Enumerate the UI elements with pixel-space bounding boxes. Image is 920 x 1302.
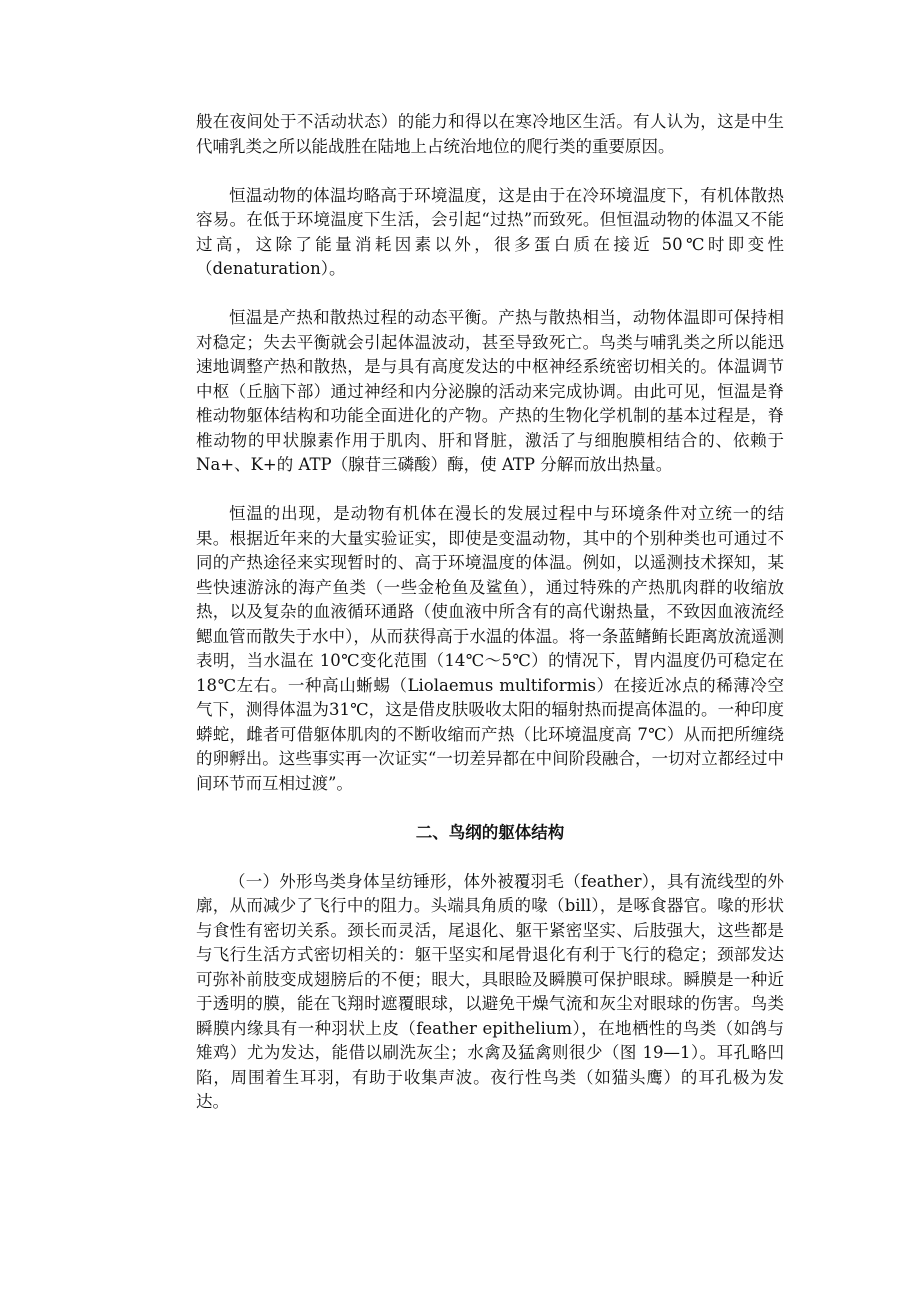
document-body xyxy=(196,110,784,1139)
paragraph-heat-balance: 恒温是产热和散热过程的动态平衡。产热与散热相当，动物体温即可保持相对稳定；失去平衡就会引起体温波动，甚至导致死亡。鸟类与哺乳类之所以能迅速地调整产热和散热，是与具有高度发达的中枢神经系统密切相关的。体温调节中枢（丘脑下部）通过神经和内分泌腺的活动来完成协调。由此可见，恒温是脊椎动物躯体结构和功能全面进化的产物。产热的生物化学机制的基本过程是，脊椎动物的甲状腺素作用于肌肉、肝和肾脏，激活了与细胞膜相结合的、依赖于 Na+、K+的 ATP（腺苷三磷酸）酶，使 ATP 分解而放出热量。 xyxy=(196,308,784,474)
paragraph-origin-of-homeothermy: 恒温的出现，是动物有机体在漫长的发展过程中与环境条件对立统一的结果。根据近年来的大量实验证实，即使是变温动物，其中的个别种类也可通过不同的产热途径来实现暂时的、高于环境温度的体温。例如，以遥测技术探知，某些快速游泳的海产鱼类（一些金枪鱼及鲨鱼），通过特殊的产热肌肉群的收缩放热，以及复杂的血液循环通路（使血液中所含有的高代谢热量，不致因血液流经鳃血管而散失于水中），从而获得高于水温的体温。将一条蓝鳍鲔长距离放流遥测表明，当水温在 10℃变化范围（14℃～5℃）的情况下，胃内温度仍可稳定在 18℃左右。一种高山蜥蜴（Liolaemus multiformis）在接近冰点的稀薄冷空气下，测得体温为31℃，这是借皮肤吸收太阳的辐射热而提高体温的。一种印度蟒蛇，雌者可借躯体肌肉的不断收缩而产热（比环境温度高 7℃）从而把所缠绕的卵孵出。这些事实再一次证实“一切差异都在中间阶段融合，一切对立都经过中间环节而互相过渡”。 xyxy=(196,504,784,793)
section-heading: 二、鸟纲的躯体结构 xyxy=(415,822,565,842)
paragraph-continuation: 般在夜间处于不活动状态）的能力和得以在寒冷地区生活。有人认为，这是中生代哺乳类之所以能战胜在陆地上占统治地位的爬行类的重要原因。 xyxy=(196,112,784,156)
paragraph-body-temperature: 恒温动物的体温均略高于环境温度，这是由于在冷环境温度下，有机体散热容易。在低于环境温度下生活，会引起“过热”而致死。但恒温动物的体温又不能过高，这除了能量消耗因素以外，很多蛋白质在接近 50℃时即变性（denaturation）。 xyxy=(196,185,784,278)
paragraph-external-form: （一）外形鸟类身体呈纺锤形，体外被覆羽毛（feather），具有流线型的外廓，从而减少了飞行中的阻力。头端具角质的喙（bill），是啄食器官。喙的形状与食性有密切关系。颈长而灵活，尾退化、躯干紧密坚实、后肢强大，这些都是与飞行生活方式密切相关的：躯干坚实和尾骨退化有利于飞行的稳定；颈部发达可弥补前肢变成翅膀后的不便；眼大，具眼睑及瞬膜可保护眼球。瞬膜是一种近于透明的膜，能在飞翔时遮覆眼球，以避免干燥气流和灰尘对眼球的伤害。鸟类瞬膜内缘具有一种羽状上皮（feather epithelium），在地栖性的鸟类（如鸽与雉鸡）尤为发达，能借以刷洗灰尘；水禽及猛禽则很少（图 19—1）。耳孔略凹陷，周围着生耳羽，有助于收集声波。夜行性鸟类（如猫头鹰）的耳孔极为发达。 xyxy=(196,871,784,1111)
